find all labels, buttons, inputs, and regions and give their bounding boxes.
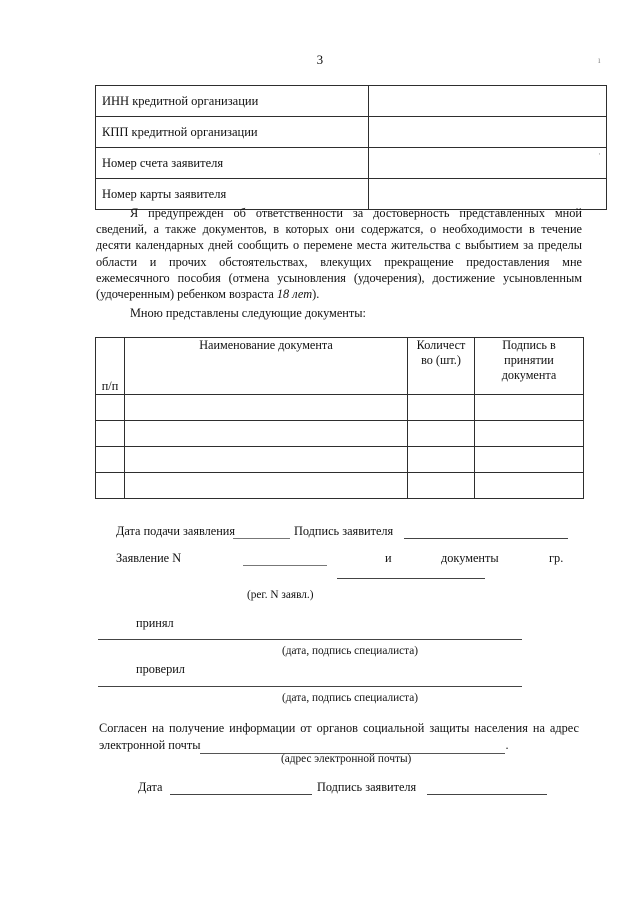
cell-row-number[interactable] (96, 473, 125, 499)
consent-date-rule (170, 794, 312, 795)
email-consent-prefix: адрес электронной почты (99, 721, 579, 752)
documents-intro-paragraph: Мною представлены следующие документы: (130, 306, 366, 320)
cell-quantity[interactable] (408, 447, 475, 473)
citizen-name-rule (337, 578, 485, 579)
documents-table (95, 337, 584, 499)
cell-row-number[interactable] (96, 395, 125, 421)
liability-warning-text: Я предупрежден об ответственности за достоверность представленных мной сведений, а также документов, в которых они содержатся, о необходимости в течение десяти календарных дней сообщить о перемене места жительства с выбытием за пределы области и прочих обстоятельствах, влекущих прекращение предоставления мне ежемесячного пособия (отмена усыновления (удочерения), достижение усыновленным (удочеренным) ребенком возраста (96, 206, 582, 302)
header-acceptance-signature (475, 338, 584, 395)
header-signature-line3: документа (501, 368, 557, 382)
cell-row-number[interactable] (96, 421, 125, 447)
bank-kpp-label: КПП кредитной организации (96, 117, 369, 148)
table-row (96, 473, 584, 499)
verified-by-label: проверил (136, 662, 185, 676)
cell-document-name[interactable] (125, 421, 408, 447)
email-address-note: (адрес электронной почты) (281, 753, 412, 765)
cell-signature[interactable] (475, 447, 584, 473)
cell-quantity[interactable] (408, 421, 475, 447)
header-quantity-line1: Количест (416, 338, 466, 352)
email-consent-block (99, 720, 579, 754)
accepted-by-note: (дата, подпись специалиста) (282, 645, 418, 657)
page-number: 3 (316, 52, 324, 67)
accepted-by-rule (98, 639, 522, 640)
accepted-by-label: принял (136, 616, 174, 630)
bank-inn-label: ИНН кредитной организации (96, 86, 369, 117)
account-number-value[interactable] (369, 148, 607, 179)
consent-signature-label: Подпись заявителя (317, 780, 417, 794)
table-row (96, 86, 607, 117)
cell-document-name[interactable] (125, 395, 408, 421)
header-document-name: Наименование документа (125, 338, 408, 395)
email-consent-period: . (505, 738, 509, 752)
applicant-signature-rule (404, 538, 568, 539)
applicant-signature-label: Подпись заявителя (294, 524, 394, 538)
header-signature-line2: принятии (504, 353, 554, 367)
date-submitted-label: Дата подачи заявления (116, 524, 236, 538)
header-quantity (408, 338, 475, 395)
bank-details-table (95, 85, 607, 210)
bank-kpp-value[interactable] (369, 117, 607, 148)
header-quantity-line2: во (шт.) (421, 353, 461, 367)
cell-row-number[interactable] (96, 447, 125, 473)
cell-signature[interactable] (475, 395, 584, 421)
cell-document-name[interactable] (125, 447, 408, 473)
table-row (96, 148, 607, 179)
account-number-label: Номер счета заявителя (96, 148, 369, 179)
documents-table-header-row (96, 338, 584, 395)
table-row (96, 395, 584, 421)
email-consent-text: Согласен на получение информации от органов социальной защиты населения на (99, 721, 545, 735)
liability-warning-tail: ). (312, 287, 320, 302)
header-row-number: п/п (96, 338, 125, 395)
cell-quantity[interactable] (408, 395, 475, 421)
cell-signature[interactable] (475, 421, 584, 447)
registration-number-note: (рег. N заявл.) (247, 589, 314, 601)
cell-quantity[interactable] (408, 473, 475, 499)
scan-artifact-top: ı (598, 55, 601, 65)
table-row (96, 421, 584, 447)
conjunction-and: и (385, 551, 392, 565)
card-number-label: Номер карты заявителя (96, 179, 369, 210)
table-row (96, 117, 607, 148)
date-submitted-rule (233, 538, 290, 539)
liability-warning-paragraph (96, 205, 582, 302)
verified-by-note: (дата, подпись специалиста) (282, 692, 418, 704)
scan-artifact-mid: · (598, 149, 601, 159)
documents-word: документы (441, 551, 499, 565)
application-number-rule (243, 565, 327, 566)
verified-by-rule (98, 686, 522, 687)
cell-document-name[interactable] (125, 473, 408, 499)
consent-date-label: Дата (138, 780, 163, 794)
application-number-label: Заявление N (116, 551, 182, 565)
table-row (96, 447, 584, 473)
bank-inn-value[interactable] (369, 86, 607, 117)
cell-signature[interactable] (475, 473, 584, 499)
citizen-abbrev: гр. (549, 551, 564, 565)
consent-signature-rule (427, 794, 547, 795)
age-limit-italic: 18 лет (276, 287, 313, 302)
header-signature-line1: Подпись в (502, 338, 556, 352)
